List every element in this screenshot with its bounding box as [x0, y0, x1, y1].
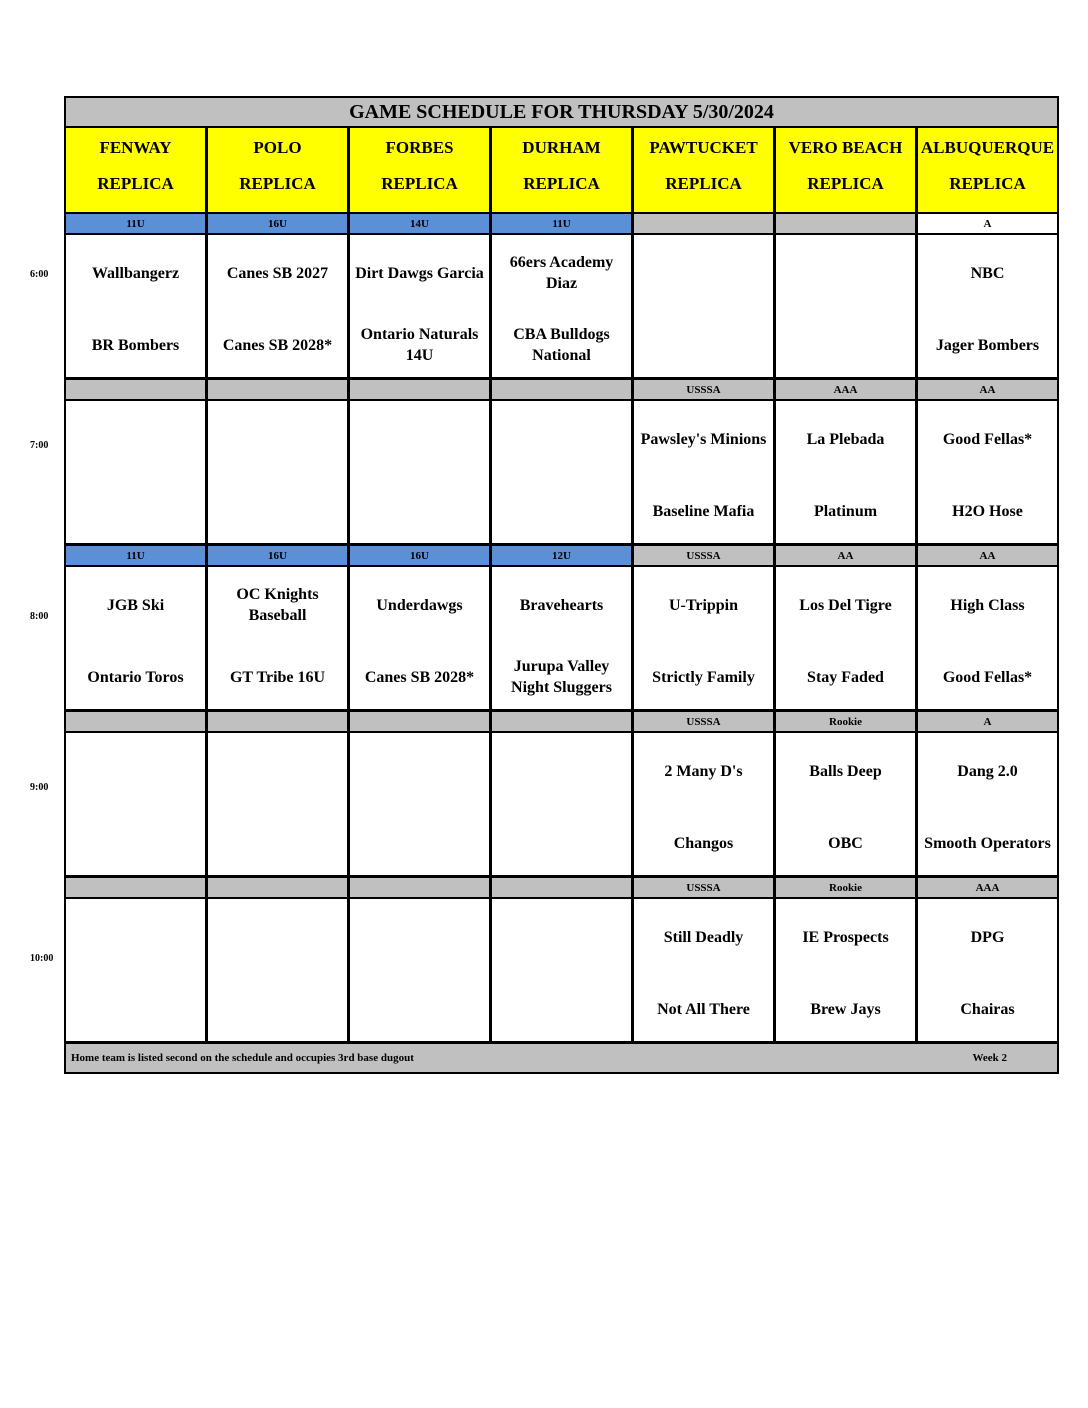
division-label — [492, 878, 634, 897]
field-header-polo — [208, 128, 350, 212]
game-slot-row — [66, 899, 1057, 1044]
schedule-table — [64, 96, 1059, 1074]
game-cell — [208, 733, 350, 875]
division-label: 16U — [208, 546, 350, 565]
away-team — [634, 251, 773, 295]
game-cell — [634, 401, 776, 543]
game-cell — [350, 733, 492, 875]
game-cell — [776, 733, 918, 875]
division-label — [492, 712, 634, 731]
home-team: Ontario Toros — [87, 668, 184, 686]
home-team: OBC — [828, 834, 863, 852]
time-label: 8:00 — [30, 611, 49, 622]
home-team: Smooth Operators — [924, 834, 1051, 852]
away-team: U-Trippin — [668, 596, 739, 614]
game-cell — [350, 401, 492, 543]
home-team — [208, 987, 347, 1031]
division-label: A — [918, 214, 1057, 233]
away-team: NBC — [970, 264, 1005, 282]
home-team — [208, 821, 347, 865]
away-team: Bravehearts — [519, 596, 604, 614]
game-cell — [776, 235, 918, 377]
home-team — [776, 323, 915, 367]
division-label: USSSA — [634, 712, 776, 731]
division-label: 11U — [492, 214, 634, 233]
game-cell — [776, 567, 918, 709]
game-cell — [492, 401, 634, 543]
home-team — [492, 821, 631, 865]
home-team: Canes SB 2028* — [364, 668, 475, 686]
division-label: USSSA — [634, 878, 776, 897]
game-cell — [918, 235, 1057, 377]
home-team — [350, 987, 489, 1031]
away-team: Pawsley's Minions — [640, 430, 767, 448]
away-team: JGB Ski — [106, 596, 165, 614]
game-cell — [492, 567, 634, 709]
division-label: AA — [918, 380, 1057, 399]
field-header-albuquerque — [918, 128, 1057, 212]
home-team-note: Home team is listed second on the schedule and occupies 3rd base dugout — [71, 1052, 414, 1064]
away-team — [208, 749, 347, 793]
game-cell — [918, 401, 1057, 543]
division-label: A — [918, 712, 1057, 731]
away-team: DPG — [970, 928, 1005, 946]
away-team — [350, 417, 489, 461]
field-header-row — [66, 128, 1057, 214]
away-team — [208, 417, 347, 461]
away-team — [350, 915, 489, 959]
division-label: 11U — [66, 546, 208, 565]
home-team — [66, 489, 205, 533]
field-name: DURHAM — [522, 138, 601, 157]
game-cell — [208, 899, 350, 1041]
footer-row — [66, 1044, 1057, 1072]
game-cell — [492, 235, 634, 377]
game-cell — [66, 733, 208, 875]
time-label: 9:00 — [30, 782, 49, 793]
division-label: AA — [918, 546, 1057, 565]
field-name: PAWTUCKET — [649, 138, 758, 157]
away-team — [776, 251, 915, 295]
division-label: 11U — [66, 214, 208, 233]
field-header-forbes — [350, 128, 492, 212]
division-row — [66, 380, 1057, 401]
division-label: USSSA — [634, 380, 776, 399]
game-slot-row — [66, 733, 1057, 878]
field-subtitle: REPLICA — [523, 174, 600, 193]
time-label: 7:00 — [30, 440, 49, 451]
field-subtitle: REPLICA — [381, 174, 458, 193]
game-cell — [492, 733, 634, 875]
away-team — [492, 915, 631, 959]
field-header-fenway — [66, 128, 208, 212]
home-team: Not All There — [657, 1000, 750, 1018]
division-label — [350, 380, 492, 399]
game-cell — [66, 235, 208, 377]
division-label — [66, 712, 208, 731]
home-team: Baseline Mafia — [652, 502, 755, 520]
division-label — [350, 878, 492, 897]
division-label: 16U — [208, 214, 350, 233]
game-cell — [918, 899, 1057, 1041]
home-team: Jager Bombers — [935, 336, 1040, 354]
away-team — [208, 915, 347, 959]
division-label: AAA — [776, 380, 918, 399]
division-label — [776, 214, 918, 233]
home-team: Stay Faded — [807, 668, 884, 686]
field-subtitle: REPLICA — [665, 174, 742, 193]
field-header-vero-beach — [776, 128, 918, 212]
home-team: Ontario Naturals 14U — [360, 326, 479, 364]
away-team: Dirt Dawgs Garcia — [355, 264, 484, 282]
division-label — [208, 380, 350, 399]
home-team: Platinum — [813, 502, 878, 520]
field-name: ALBUQUERQUE — [920, 138, 1055, 157]
away-team: Still Deadly — [663, 928, 744, 946]
away-team — [350, 749, 489, 793]
away-team: Underdawgs — [376, 596, 463, 614]
home-team: Changos — [673, 834, 734, 852]
game-cell — [208, 235, 350, 377]
game-cell — [634, 899, 776, 1041]
division-label: Rookie — [776, 712, 918, 731]
home-team — [208, 489, 347, 533]
division-label — [350, 712, 492, 731]
division-label: 14U — [350, 214, 492, 233]
field-name: POLO — [253, 138, 302, 157]
away-team: Wallbangerz — [91, 264, 180, 282]
division-row — [66, 712, 1057, 733]
division-label: 12U — [492, 546, 634, 565]
away-team — [66, 915, 205, 959]
home-team: Jurupa Valley Night Sluggers — [511, 658, 612, 696]
away-team: 66ers Academy Diaz — [509, 254, 614, 292]
home-team — [350, 821, 489, 865]
division-label — [492, 380, 634, 399]
game-cell — [492, 899, 634, 1041]
field-subtitle: REPLICA — [239, 174, 316, 193]
time-slots — [66, 214, 1057, 1044]
home-team — [350, 489, 489, 533]
game-slot-row — [66, 235, 1057, 380]
field-subtitle: REPLICA — [97, 174, 174, 193]
away-team — [492, 417, 631, 461]
division-label: USSSA — [634, 546, 776, 565]
game-cell — [208, 567, 350, 709]
division-row — [66, 878, 1057, 899]
away-team: IE Prospects — [802, 928, 889, 946]
home-team: Good Fellas* — [942, 668, 1033, 686]
division-label: 16U — [350, 546, 492, 565]
away-team — [66, 417, 205, 461]
away-team: Los Del Tigre — [799, 596, 892, 614]
home-team: Canes SB 2028* — [222, 336, 333, 354]
game-cell — [350, 567, 492, 709]
away-team — [492, 749, 631, 793]
game-cell — [66, 899, 208, 1041]
game-cell — [776, 401, 918, 543]
division-label — [66, 878, 208, 897]
division-row — [66, 214, 1057, 235]
away-team: OC Knights Baseball — [236, 586, 319, 624]
game-cell — [918, 733, 1057, 875]
division-label: AA — [776, 546, 918, 565]
game-cell — [776, 899, 918, 1041]
home-team — [492, 489, 631, 533]
game-cell — [634, 733, 776, 875]
home-team — [492, 987, 631, 1031]
week-label: Week 2 — [972, 1052, 1007, 1064]
game-cell — [350, 899, 492, 1041]
field-header-pawtucket — [634, 128, 776, 212]
game-cell — [634, 235, 776, 377]
division-label: AAA — [918, 878, 1057, 897]
field-header-durham — [492, 128, 634, 212]
home-team — [66, 987, 205, 1031]
game-slot-row — [66, 567, 1057, 712]
schedule-title: GAME SCHEDULE FOR THURSDAY 5/30/2024 — [66, 98, 1057, 128]
time-label: 6:00 — [30, 269, 49, 280]
away-team: Balls Deep — [809, 762, 882, 780]
home-team — [66, 821, 205, 865]
home-team: Strictly Family — [652, 668, 755, 686]
game-cell — [208, 401, 350, 543]
field-name: VERO BEACH — [788, 138, 903, 157]
away-team — [66, 749, 205, 793]
game-cell — [634, 567, 776, 709]
home-team: Brew Jays — [810, 1000, 881, 1018]
division-label — [208, 712, 350, 731]
away-team: Dang 2.0 — [957, 762, 1018, 780]
game-cell — [66, 567, 208, 709]
away-team: High Class — [950, 596, 1025, 614]
game-slot-row — [66, 401, 1057, 546]
division-label — [208, 878, 350, 897]
away-team: Good Fellas* — [942, 430, 1033, 448]
away-team: Canes SB 2027 — [226, 264, 329, 282]
field-subtitle: REPLICA — [807, 174, 884, 193]
time-label: 10:00 — [30, 953, 54, 964]
field-name: FORBES — [385, 138, 454, 157]
home-team: BR Bombers — [91, 336, 180, 354]
field-subtitle: REPLICA — [949, 174, 1026, 193]
home-team: CBA Bulldogs National — [513, 326, 610, 364]
division-label — [66, 380, 208, 399]
field-name: FENWAY — [99, 138, 172, 157]
division-label — [634, 214, 776, 233]
division-row — [66, 546, 1057, 567]
game-cell — [918, 567, 1057, 709]
away-team: La Plebada — [806, 430, 885, 448]
home-team: H2O Hose — [952, 502, 1023, 520]
division-label: Rookie — [776, 878, 918, 897]
home-team — [634, 323, 773, 367]
home-team: GT Tribe 16U — [229, 668, 326, 686]
game-cell — [350, 235, 492, 377]
home-team: Chairas — [960, 1000, 1015, 1018]
game-cell — [66, 401, 208, 543]
away-team: 2 Many D's — [664, 762, 743, 780]
